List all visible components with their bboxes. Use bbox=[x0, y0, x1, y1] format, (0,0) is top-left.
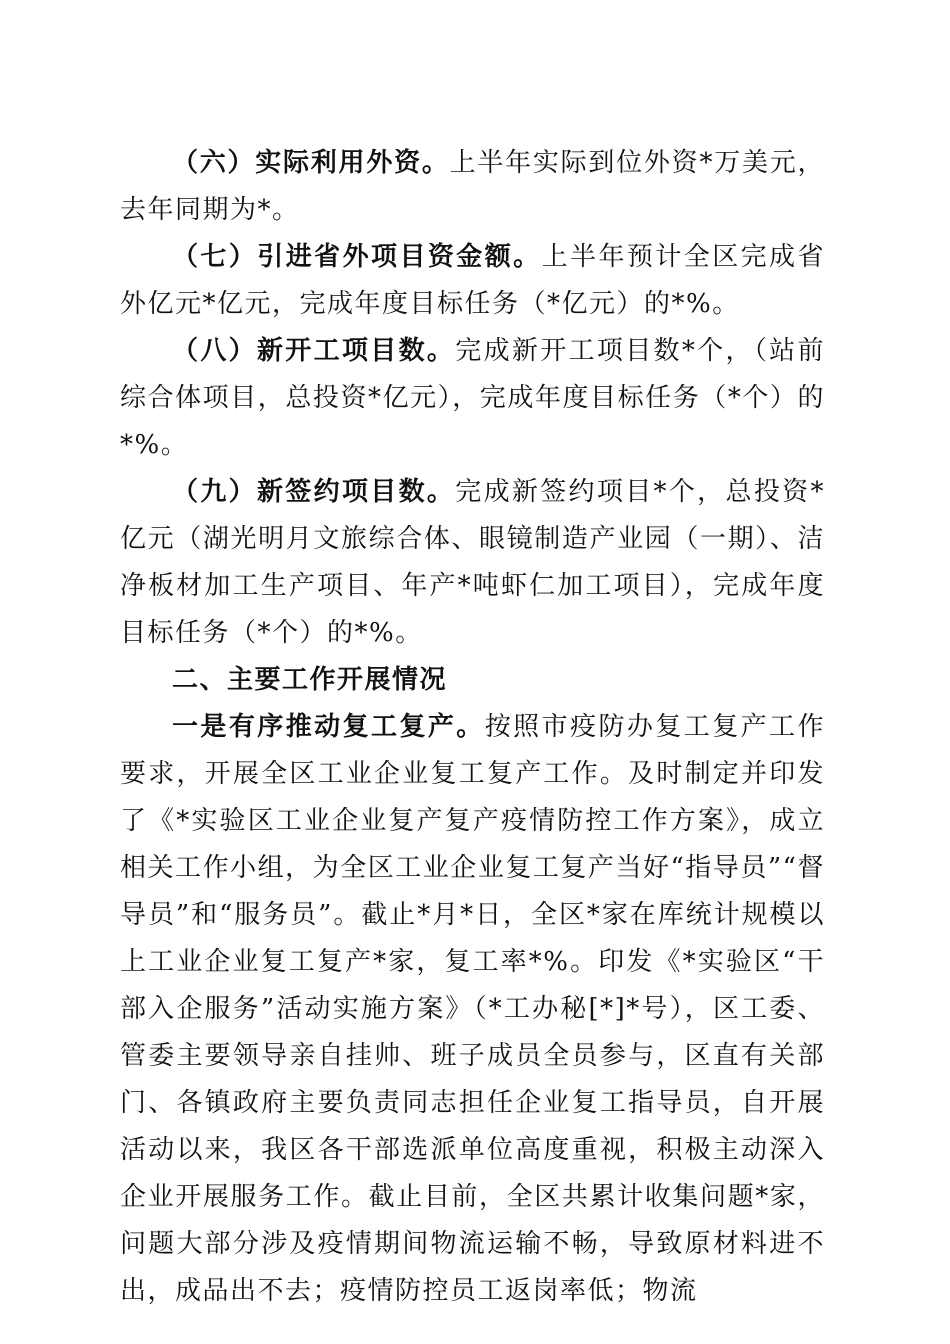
document-body bbox=[120, 140, 825, 1315]
item-7-text: 上半年预计全区完成省外亿元*亿元，完成年度目标任务（*亿元）的*%。 bbox=[120, 242, 825, 319]
paragraph-item-6 bbox=[120, 140, 825, 234]
item-9-text: 完成新签约项目*个，总投资*亿元（湖光明月文旅综合体、眼镜制造产业园（一期）、洁净板材加工生产项目、年产*吨虾仁加工项目），完成年度目标任务（*个）的*%。 bbox=[120, 477, 825, 648]
work-1-lead: 一是有序推动复工复产。 bbox=[172, 712, 485, 742]
item-6-lead: （六）实际利用外资。 bbox=[172, 148, 450, 178]
section-heading: 二、主要工作开展情况 bbox=[172, 665, 448, 695]
paragraph-item-7 bbox=[120, 234, 825, 328]
paragraph-item-8 bbox=[120, 328, 825, 469]
work-1-text: 按照市疫防办复工复产工作要求，开展全区工业企业复工复产工作。及时制定并印发了《*实验区工业企业复产复产疫情防控工作方案》，成立相关工作小组，为全区工业企业复工复产当好“指导员”“督导员”和“服务员”。截止*月*日，全区*家在库统计规模以上工业企业复工复产*家，复工率*%。印发《*实验区“干部入企服务”活动实施方案》（*工办秘[*]*号），区工委、管委主要领导亲自挂帅、班子成员全员参与，区直有关部门、各镇政府主要负责同志担任企业复工指导员，自开展活动以来，我区各干部选派单位高度重视，积极主动深入企业开展服务工作。截止目前，全区共累计收集问题*家，问题大部分涉及疫情期间物流运输不畅，导致原材料进不出，成品出不去；疫情防控员工返岗率低；物流 bbox=[120, 712, 825, 1306]
item-7-lead: （七）引进省外项目资金额。 bbox=[172, 242, 542, 272]
paragraph-item-9 bbox=[120, 469, 825, 657]
item-8-text: 完成新开工项目数*个，（站前综合体项目，总投资*亿元），完成年度目标任务（*个）的*%。 bbox=[120, 336, 825, 460]
paragraph-work-1 bbox=[120, 704, 825, 1315]
item-6-text: 上半年实际到位外资*万美元，去年同期为*。 bbox=[120, 148, 825, 225]
item-8-lead: （八）新开工项目数。 bbox=[172, 336, 456, 366]
item-9-lead: （九）新签约项目数。 bbox=[172, 477, 456, 507]
